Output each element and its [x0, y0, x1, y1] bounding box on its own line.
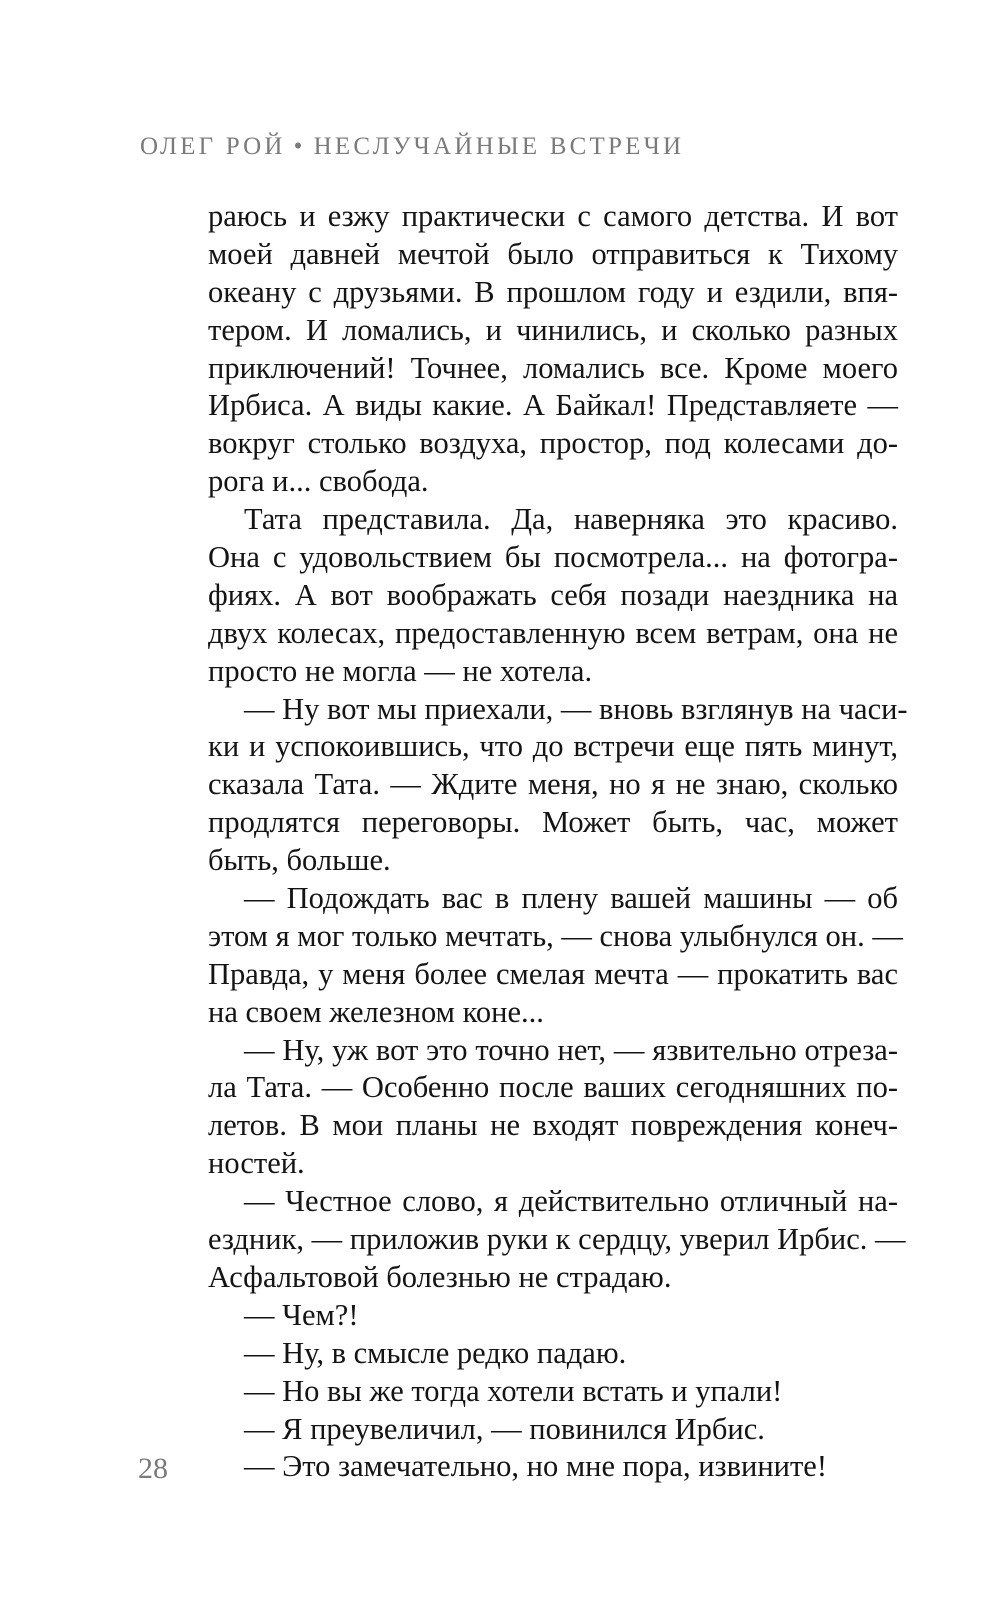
text-line: ки и успокоившись, что до встречи еще пять минут,	[208, 729, 898, 764]
text-line: рога и... свобода.	[208, 464, 429, 499]
text-line: моей давней мечтой было отправиться к Тихому	[208, 236, 898, 271]
header-book-title: НЕСЛУЧАЙНЫЕ ВСТРЕЧИ	[313, 133, 685, 160]
text-line: — Но вы же тогда хотели встать и упали!	[244, 1373, 783, 1408]
text-line: двух колесах, предоставленную всем ветрам, она не	[208, 615, 898, 650]
text-line: — Это замечательно, но мне пора, извините!	[244, 1449, 827, 1484]
text-line: — Честное слово, я действительно отличный на-	[244, 1184, 898, 1219]
text-line: — Ну, в смысле редко падаю.	[244, 1335, 627, 1370]
page-body-text	[208, 198, 908, 1486]
header-separator: •	[293, 133, 306, 160]
text-line: продлятся переговоры. Может быть, час, может	[208, 805, 898, 840]
text-line: Она с удовольствием бы посмотрела... на фотогра-	[208, 540, 898, 575]
text-line: — Ну вот мы приехали, — вновь взглянув на часи-	[244, 691, 908, 726]
text-line: Тата представила. Да, наверняка это красиво.	[244, 502, 898, 537]
text-line: Асфальтовой болезнью не страдаю.	[208, 1259, 672, 1294]
text-line: — Ну, уж вот это точно нет, — язвительно отреза-	[244, 1032, 898, 1067]
text-line: быть, больше.	[208, 843, 391, 878]
text-line: приключений! Точнее, ломались все. Кроме моего	[208, 350, 898, 385]
header-author: ОЛЕГ РОЙ	[140, 133, 286, 160]
text-line: — Я преувеличил, — повинился Ирбис.	[244, 1411, 765, 1446]
text-line: фиях. А вот воображать себя позади наездника на	[208, 577, 898, 612]
text-line: ездник, — приложив руки к сердцу, уверил Ирбис. —	[208, 1222, 906, 1257]
text-line: ностей.	[208, 1146, 305, 1181]
text-line: ла Тата. — Особенно после ваших сегодняшних по-	[208, 1070, 898, 1105]
text-line: — Чем?!	[244, 1297, 359, 1332]
text-line: — Подождать вас в плену вашей машины — об	[244, 881, 898, 916]
text-line: раюсь и езжу практически с самого детства. И вот	[208, 199, 898, 233]
text-line: летов. В мои планы не входят повреждения конеч-	[208, 1108, 898, 1143]
text-line: сказала Тата. — Ждите меня, но я не знаю, сколько	[208, 767, 898, 802]
text-line: на своем железном коне...	[208, 994, 544, 1029]
text-line: Правда, у меня более смелая мечта — прокатить вас	[208, 956, 898, 991]
text-line: просто не могла — не хотела.	[208, 653, 593, 688]
text-line: этом я мог только мечтать, — снова улыбнулся он. —	[208, 918, 903, 953]
text-line: Ирбиса. А виды какие. А Байкал! Представляете —	[208, 388, 898, 423]
running-head	[140, 133, 684, 161]
text-line: вокруг столько воздуха, простор, под колесами до-	[208, 426, 898, 461]
text-line: тером. И ломались, и чинились, и сколько разных	[208, 312, 898, 347]
page-number: 28	[138, 1452, 168, 1485]
text-line: океану с друзьями. В прошлом году и ездили, впя-	[208, 274, 898, 309]
